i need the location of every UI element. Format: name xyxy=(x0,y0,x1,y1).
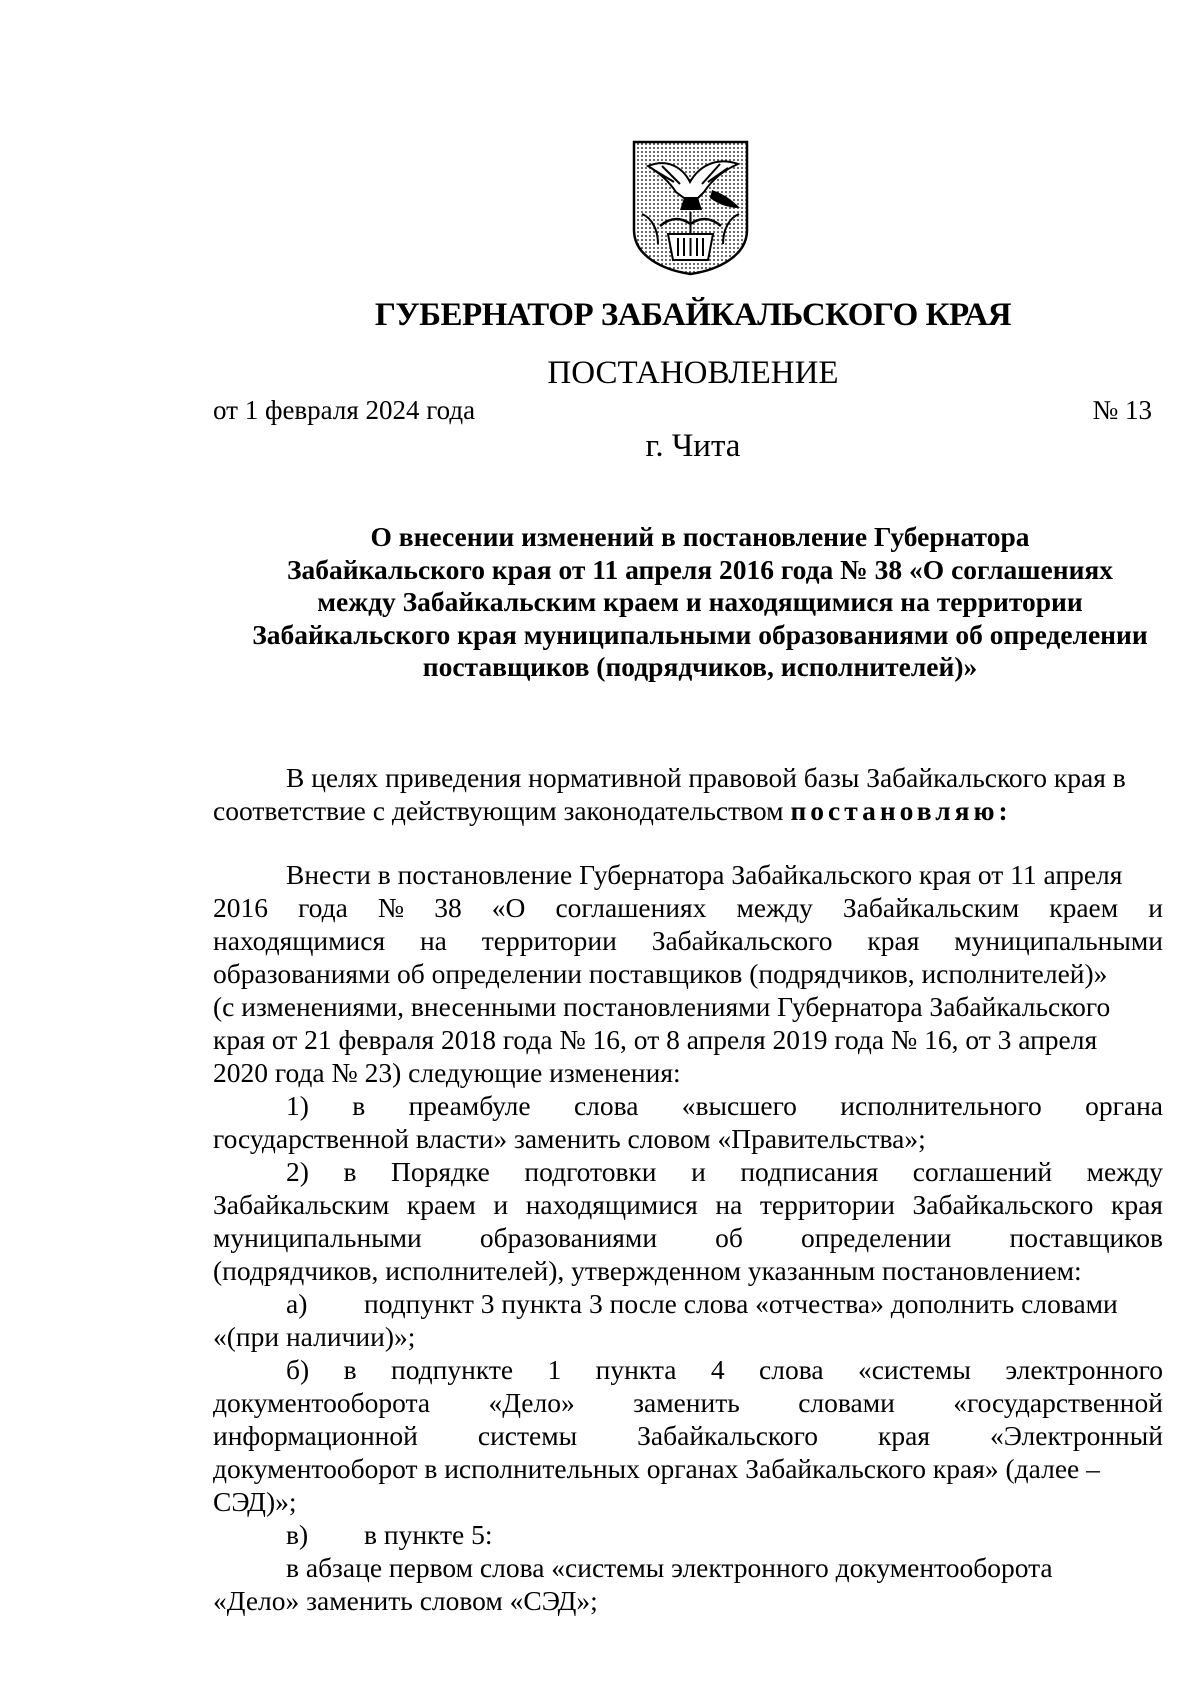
subitem-a-text: подпункт 3 пункта 3 после слова «отчества» дополнить словами xyxy=(364,1288,1118,1319)
word: 1) xyxy=(286,1090,309,1121)
main-paragraph-line: 2020 года № 23) следующие изменения: xyxy=(213,1057,681,1088)
title-line: между Забайкальским краем и находящимися на территории xyxy=(317,586,1083,617)
word: «государственной xyxy=(953,1387,1163,1418)
word: соглашениях xyxy=(555,892,707,923)
word: органа xyxy=(1085,1090,1163,1121)
word: краем xyxy=(1049,892,1119,923)
word: подпункте xyxy=(391,1354,514,1385)
item-2-line xyxy=(213,1188,1163,1221)
subitem-b-line: документооборот в исполнительных органах Забайкальского края» (далее – xyxy=(213,1453,1100,1484)
word: Забайкальского xyxy=(912,1189,1094,1220)
word: Забайкальским xyxy=(842,892,1020,923)
subitem-a-line xyxy=(213,1287,1163,1320)
document-number: № 13 xyxy=(1092,395,1152,425)
word: б) xyxy=(286,1354,310,1385)
subitem-b-line: СЭД)»; xyxy=(213,1486,297,1517)
word: между xyxy=(1086,1156,1163,1187)
subitem-b-line xyxy=(213,1353,1163,1386)
word: территории xyxy=(759,1189,895,1220)
word: документооборота xyxy=(213,1387,431,1418)
title-line: О внесении изменений в постановление Губернатора xyxy=(370,521,1030,552)
word: «системы xyxy=(857,1354,971,1385)
word: муниципальными xyxy=(954,925,1163,956)
word: «О xyxy=(491,892,526,923)
main-paragraph-line: (с изменениями, внесенными постановлениями Губернатора Забайкальского xyxy=(213,991,1111,1022)
word: № xyxy=(377,892,405,923)
paragraph-change-line: в абзаце первом слова «системы электронного документооборота xyxy=(286,1552,1053,1583)
word: исполнительного xyxy=(840,1090,1042,1121)
word: Забайкальским xyxy=(213,1189,390,1220)
subitem-a-label: а) xyxy=(286,1288,308,1319)
word: «Дело» xyxy=(488,1387,575,1418)
word: пункта xyxy=(595,1354,677,1385)
word: «высшего xyxy=(681,1090,797,1121)
title-line: Забайкальского края от 11 апреля 2016 года № 38 «О соглашениях xyxy=(286,553,1114,585)
word: края xyxy=(867,925,920,956)
word: между xyxy=(736,892,813,923)
main-paragraph-line xyxy=(213,924,1163,957)
word: Забайкальского xyxy=(651,925,833,956)
word: слова xyxy=(759,1354,824,1385)
word: края xyxy=(878,1420,930,1451)
title-line: Забайкальского края муниципальными образованиями об определении xyxy=(252,618,1148,650)
word: в xyxy=(352,1090,366,1121)
word: подготовки xyxy=(524,1156,657,1187)
word: системы xyxy=(477,1420,578,1451)
preamble-text: соответствие с действующим законодательством xyxy=(213,795,784,826)
word: подписания xyxy=(740,1156,879,1187)
preamble-line: В целях приведения нормативной правовой базы Забайкальского края в xyxy=(286,762,1126,793)
word: преамбуле xyxy=(408,1090,531,1121)
subitem-b-line xyxy=(213,1419,1163,1452)
word: соглашений xyxy=(912,1156,1053,1187)
document-city: г. Чита xyxy=(645,428,741,464)
word: и xyxy=(493,1189,509,1220)
word: в xyxy=(343,1354,357,1385)
main-paragraph-line: образованиями об определении поставщиков (подрядчиков, исполнителей)» xyxy=(213,958,1108,989)
word: 2) xyxy=(286,1156,309,1187)
word: 1 xyxy=(547,1354,562,1385)
word: информационной xyxy=(213,1420,418,1451)
main-paragraph-line xyxy=(213,891,1163,924)
item-1-line xyxy=(213,1089,1163,1122)
subitem-v-text: в пункте 5: xyxy=(364,1519,493,1550)
word: заменить xyxy=(633,1387,740,1418)
word: находящимися xyxy=(525,1189,698,1220)
subitem-v-line xyxy=(213,1518,1163,1551)
main-paragraph-line: края от 21 февраля 2018 года № 16, от 8 апреля 2019 года № 16, от 3 апреля xyxy=(213,1024,1098,1055)
subitem-a-line: «(при наличии)»; xyxy=(213,1321,416,1352)
word: на xyxy=(419,925,447,956)
word: и xyxy=(1148,892,1163,923)
word: 38 xyxy=(434,892,462,923)
word: краем xyxy=(406,1189,476,1220)
word: 2016 xyxy=(213,892,268,923)
word: Порядке xyxy=(390,1156,490,1187)
word: в xyxy=(343,1156,357,1187)
item-2-line: (подрядчиков, исполнителей), утвержденном указанным постановлением: xyxy=(213,1255,1082,1286)
word: года xyxy=(298,892,348,923)
document-body xyxy=(213,761,1163,1617)
resolution-word: постановляю: xyxy=(790,795,1012,826)
subitem-v-label: в) xyxy=(286,1519,309,1550)
coat-of-arms-emblem xyxy=(628,138,753,276)
item-1-line: государственной власти» заменить словом «Правительства»; xyxy=(213,1123,926,1154)
main-paragraph-line: Внести в постановление Губернатора Забайкальского края от 11 апреля xyxy=(286,859,1123,890)
word: находящимися xyxy=(213,925,386,956)
word: 4 xyxy=(710,1354,725,1385)
document-title xyxy=(200,521,1200,684)
word: Забайкальского xyxy=(637,1420,818,1451)
subitem-b-line xyxy=(213,1386,1163,1419)
word: края xyxy=(1110,1189,1163,1220)
item-2-line xyxy=(213,1221,1163,1254)
word: слова xyxy=(573,1090,639,1121)
word: территории xyxy=(481,925,617,956)
preamble-line xyxy=(213,794,1163,827)
paragraph-change-line: «Дело» заменить словом «СЭД»; xyxy=(213,1585,598,1616)
word: образованиями xyxy=(479,1222,658,1253)
word: об xyxy=(715,1222,743,1253)
word: на xyxy=(715,1189,743,1220)
word: и xyxy=(691,1156,706,1187)
word: электронного xyxy=(1005,1354,1163,1385)
word: словами xyxy=(798,1387,895,1418)
word: поставщиков xyxy=(1009,1222,1163,1253)
word: определении xyxy=(801,1222,952,1253)
word: муниципальными xyxy=(213,1222,422,1253)
title-line: поставщиков (подрядчиков, исполнителей)» xyxy=(422,651,978,682)
document-date: от 1 февраля 2024 года xyxy=(213,395,476,425)
word: «Электронный xyxy=(990,1420,1163,1451)
authority-heading: ГУБЕРНАТОР ЗАБАЙКАЛЬСКОГО КРАЯ xyxy=(374,297,1012,333)
item-2-line xyxy=(213,1155,1163,1188)
document-type-heading: ПОСТАНОВЛЕНИЕ xyxy=(547,355,839,391)
